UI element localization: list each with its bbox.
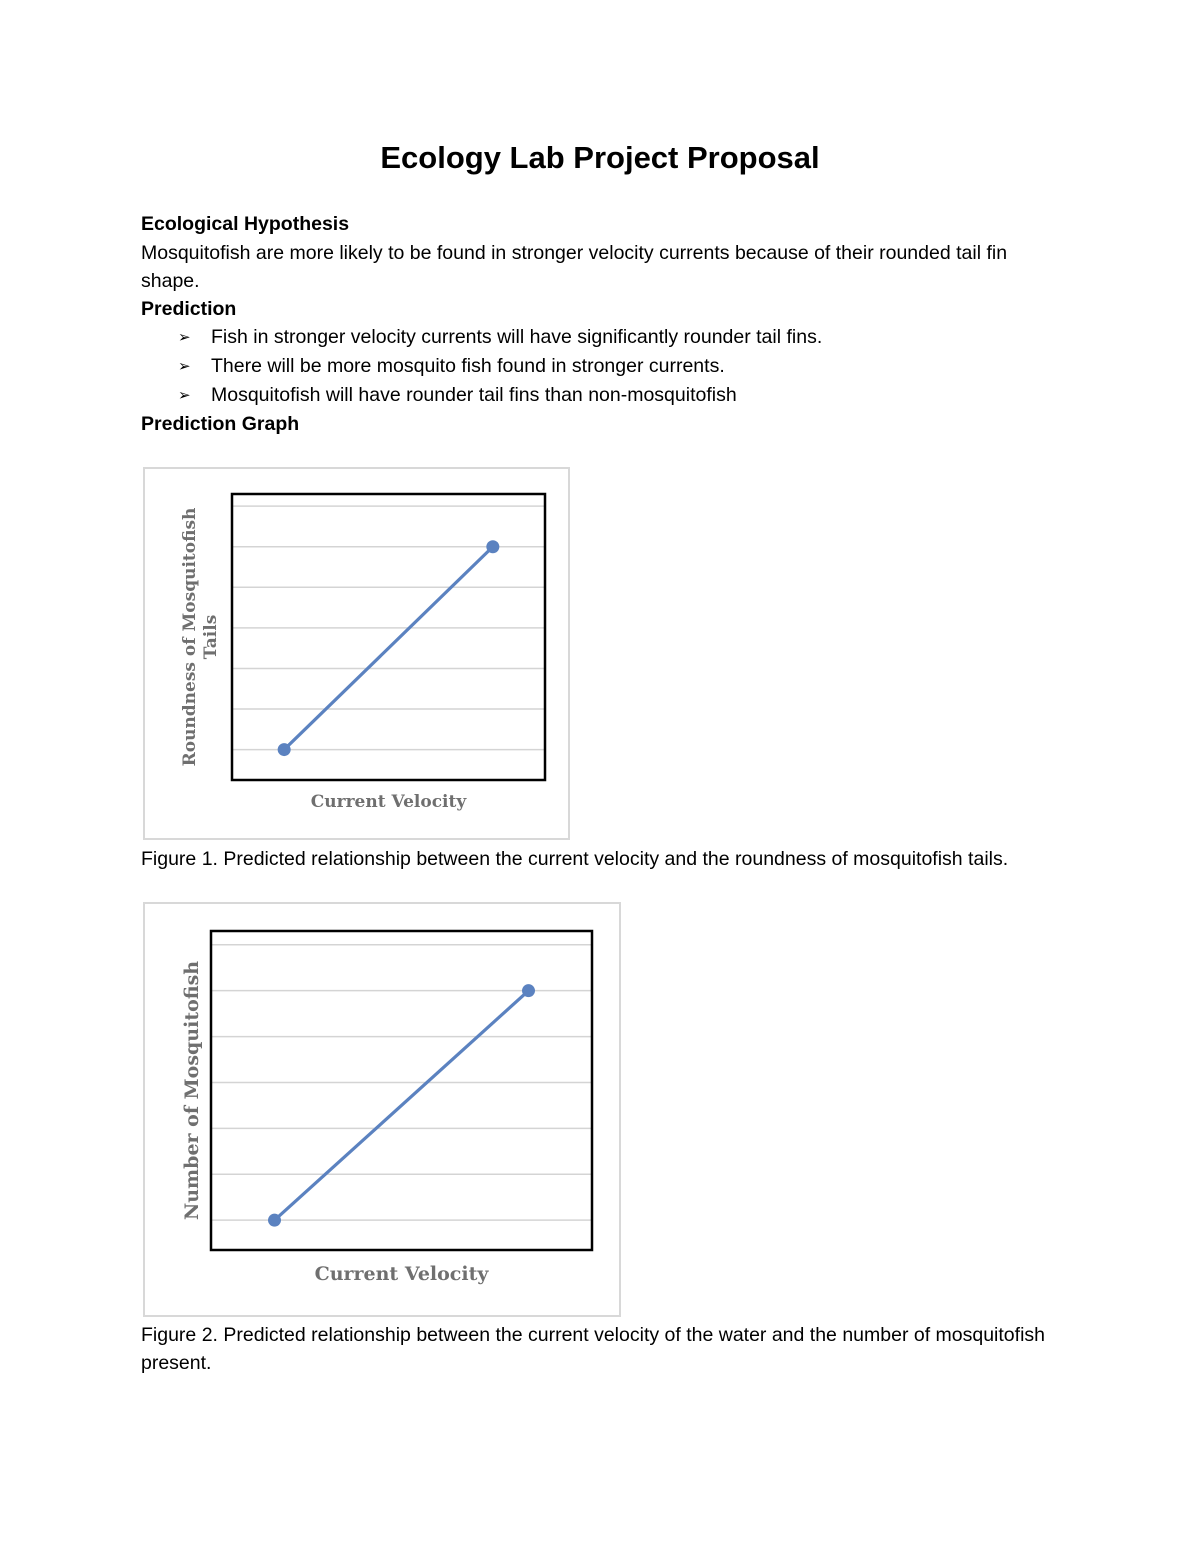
y-axis-label: Number of Mosquitofish <box>181 960 203 1221</box>
series-line <box>284 547 493 750</box>
chart-1-svg <box>145 469 568 838</box>
prediction-text: There will be more mosquito fish found in stronger currents. <box>211 355 725 377</box>
y-axis-label: Roundness of Mosquitofish <box>180 507 200 767</box>
plot-border <box>232 494 545 780</box>
chart-2-plot <box>211 931 592 1250</box>
data-point <box>522 984 535 997</box>
x-axis-label: Current Velocity <box>310 792 467 812</box>
chart-1-plot <box>232 494 545 780</box>
figure-1-chart <box>143 467 570 840</box>
plot-border <box>211 931 592 1250</box>
hypothesis-text: Mosquitofish are more likely to be found in stronger velocity currents because of their rounded tail fin shape. <box>141 242 1008 292</box>
hypothesis-heading: Ecological Hypothesis <box>141 213 350 235</box>
prediction-heading: Prediction <box>141 298 237 320</box>
list-item <box>141 323 822 352</box>
page-title: Ecology Lab Project Proposal <box>380 140 820 175</box>
arrow-bullet-icon: ➢ <box>178 387 191 404</box>
prediction-list <box>141 323 822 410</box>
data-point <box>278 743 291 756</box>
series-line <box>275 991 529 1220</box>
prediction-text: Fish in stronger velocity currents will have significantly rounder tail fins. <box>211 326 823 348</box>
list-item <box>141 352 822 381</box>
arrow-bullet-icon: ➢ <box>178 358 191 375</box>
chart-2-svg <box>145 904 619 1315</box>
data-point <box>486 540 499 553</box>
x-axis-label: Current Velocity <box>314 1263 489 1285</box>
figure-2-chart <box>143 902 621 1317</box>
figure-1-caption: Figure 1. Predicted relationship between the current velocity and the roundness of mosquitofish tails. <box>141 848 1009 870</box>
y-axis-label: Tails <box>201 614 221 660</box>
data-point <box>268 1214 281 1227</box>
figure-2-caption: Figure 2. Predicted relationship between the current velocity of the water and the number of mosquitofish present. <box>141 1324 1045 1374</box>
list-item <box>141 381 822 410</box>
prediction-text: Mosquitofish will have rounder tail fins than non-mosquitofish <box>211 384 737 406</box>
prediction-graph-heading: Prediction Graph <box>141 413 300 435</box>
arrow-bullet-icon: ➢ <box>178 329 191 346</box>
